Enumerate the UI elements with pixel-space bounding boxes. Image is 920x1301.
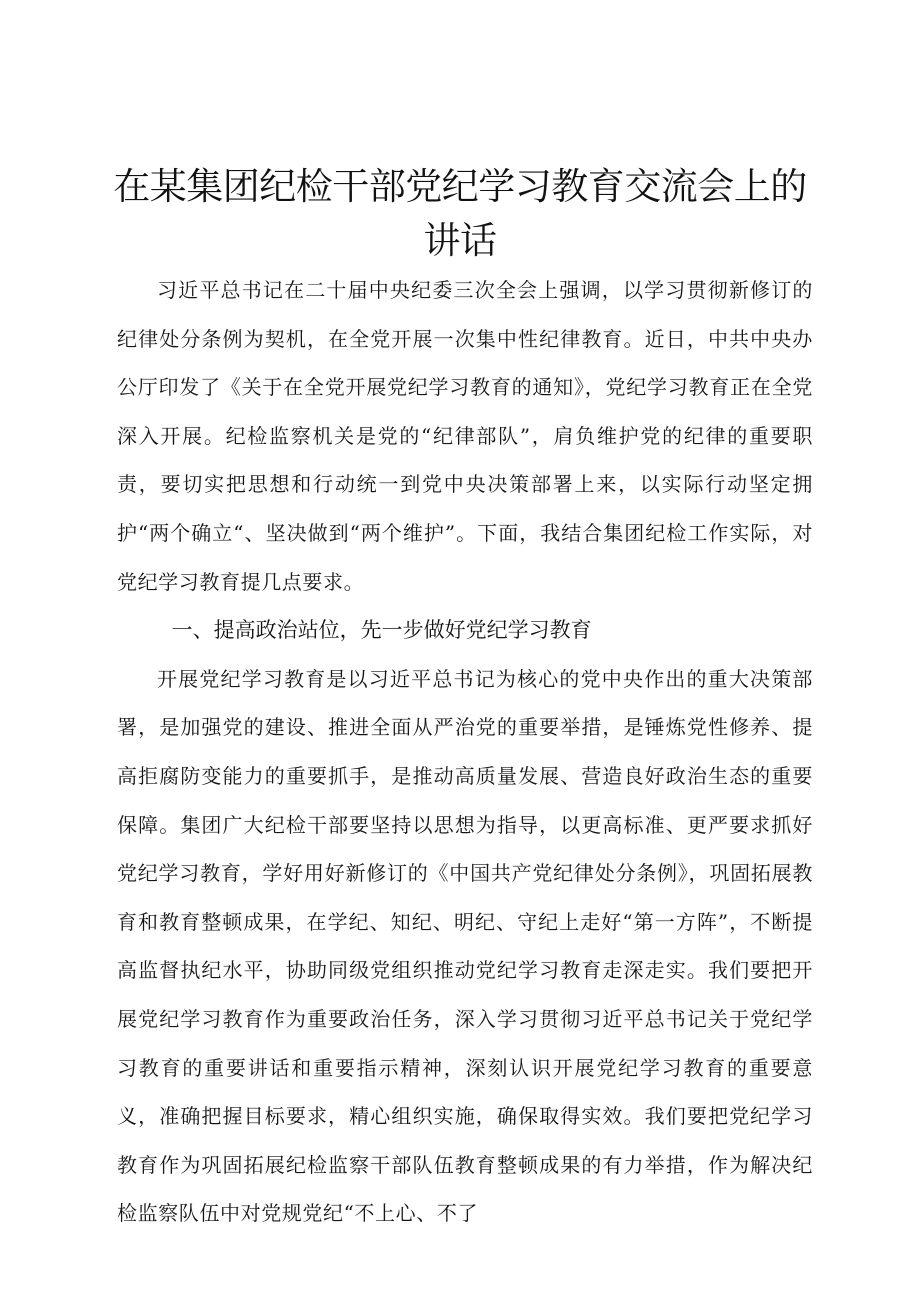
intro-paragraph: 习近平总书记在二十届中央纪委三次全会上强调，以学习贯彻新修订的纪律处分条例为契机，在全党开展一次集中性纪律教育。近日，中共中央办公厅印发了《关于在全党开展党纪学习教育的通知》，党纪学习教育正在全党深入开展。纪检监察机关是党的“纪律部队”，肩负维护党的纪律的重要职责，要切实把思想和行动统一到党中央决策部署上来，以实际行动坚定拥护“两个确立“、坚决做到“两个维护”。下面，我结合集团纪检工作实际，对党纪学习教育提几点要求。 (117, 278, 813, 594)
section-paragraph: 开展党纪学习教育是以习近平总书记为核心的党中央作出的重大决策部署，是加强党的建设、推进全面从严治党的重要举措，是锤炼党性修养、提高拒腐防变能力的重要抓手，是推动高质量发展、营造良好政治生态的重要保障。集团广大纪检干部要坚持以思想为指导，以更高标准、更严要求抓好党纪学习教育，学好用好新修订的《中国共产党纪律处分条例》，巩固拓展教育和教育整顿成果，在学纪、知纪、明纪、守纪上走好“第一方阵”，不断提高监督执纪水平，协助同级党组织推动党纪学习教育走深走实。我们要把开展党纪学习教育作为重要政治任务，深入学习贯彻习近平总书记关于党纪学习教育的重要讲话和重要指示精神，深刻认识开展党纪学习教育的重要意义，准确把握目标要求，精心组织实施，确保取得实效。我们要把党纪学习教育作为巩固拓展纪检监察干部队伍教育整顿成果的有力举措，作为解决纪检监察队伍中对党规党纪“不上心、不了 (117, 666, 813, 1226)
document-title: 在某集团纪检干部党纪学习教育交流会上的讲话 (113, 165, 807, 262)
section-heading: 一、提高政治站位，先一步做好党纪学习教育 (171, 618, 592, 643)
document-body (117, 266, 813, 1238)
